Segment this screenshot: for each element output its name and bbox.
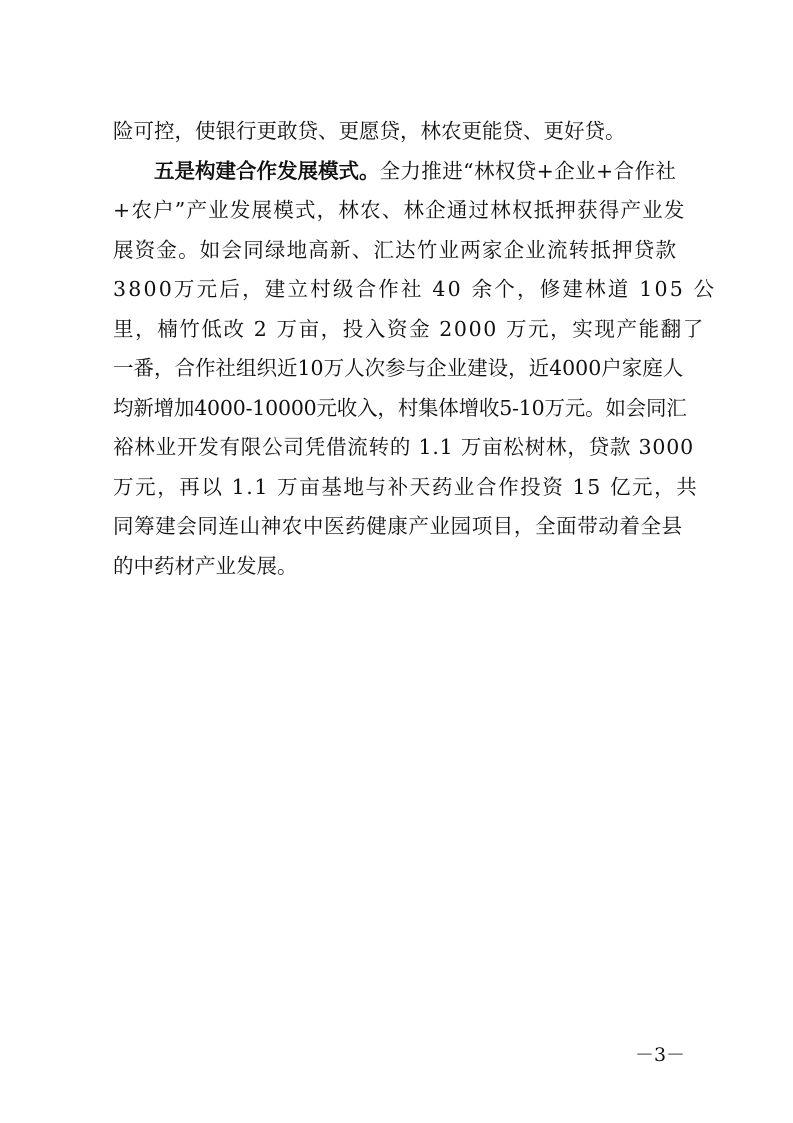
text-line-content: 里，楠竹低改 2 万亩，投入资金 2000 万元，实现产能翻了 [113, 316, 705, 341]
page-number: －3－ [634, 1044, 686, 1066]
text-line [113, 310, 705, 350]
text-line [113, 191, 686, 231]
text-line [113, 231, 683, 271]
text-line-content: 全力推进“林权贷+企业+合作社 [379, 158, 677, 183]
text-line [113, 349, 683, 389]
text-line [113, 152, 683, 192]
text-line-content: 的中药材产业发展。 [113, 553, 298, 578]
text-line [113, 547, 683, 587]
text-line [113, 270, 717, 310]
body-paragraphs [113, 112, 717, 586]
text-line-content: 展资金。如会同绿地高新、汇达竹业两家企业流转抵押贷款 [113, 237, 678, 262]
text-line-content: 3800万元后，建立村级合作社 40 余个，修建林道 105 公 [113, 277, 717, 301]
text-line [113, 112, 683, 152]
text-line [113, 428, 694, 468]
text-line [113, 389, 687, 429]
text-line-content: +农户”产业发展模式，林农、林企通过林权抵押获得产业发 [113, 198, 686, 222]
text-line [113, 468, 699, 508]
text-line-content: 险可控，使银行更敢贷、更愿贷，林农更能贷、更好贷。 [113, 119, 626, 143]
text-line-content: 万元，再以 1.1 万亩基地与补天药业合作投资 15 亿元，共 [113, 474, 699, 499]
section-heading-bold: 五是构建合作发展模式。 [154, 158, 380, 183]
text-line-content: 同筹建会同连山神农中医药健康产业园项目，全面带动着全县 [113, 514, 683, 538]
text-line [113, 507, 683, 547]
text-line-content: 一番，合作社组织近10万人次参与企业建设，近4000户家庭人 [113, 356, 684, 380]
text-line-content: 裕林业开发有限公司凭借流转的 1.1 万亩松树林，贷款 3000 [113, 435, 694, 459]
text-line-content: 均新增加4000-10000元收入，村集体增收5-10万元。如会同汇 [113, 395, 687, 420]
